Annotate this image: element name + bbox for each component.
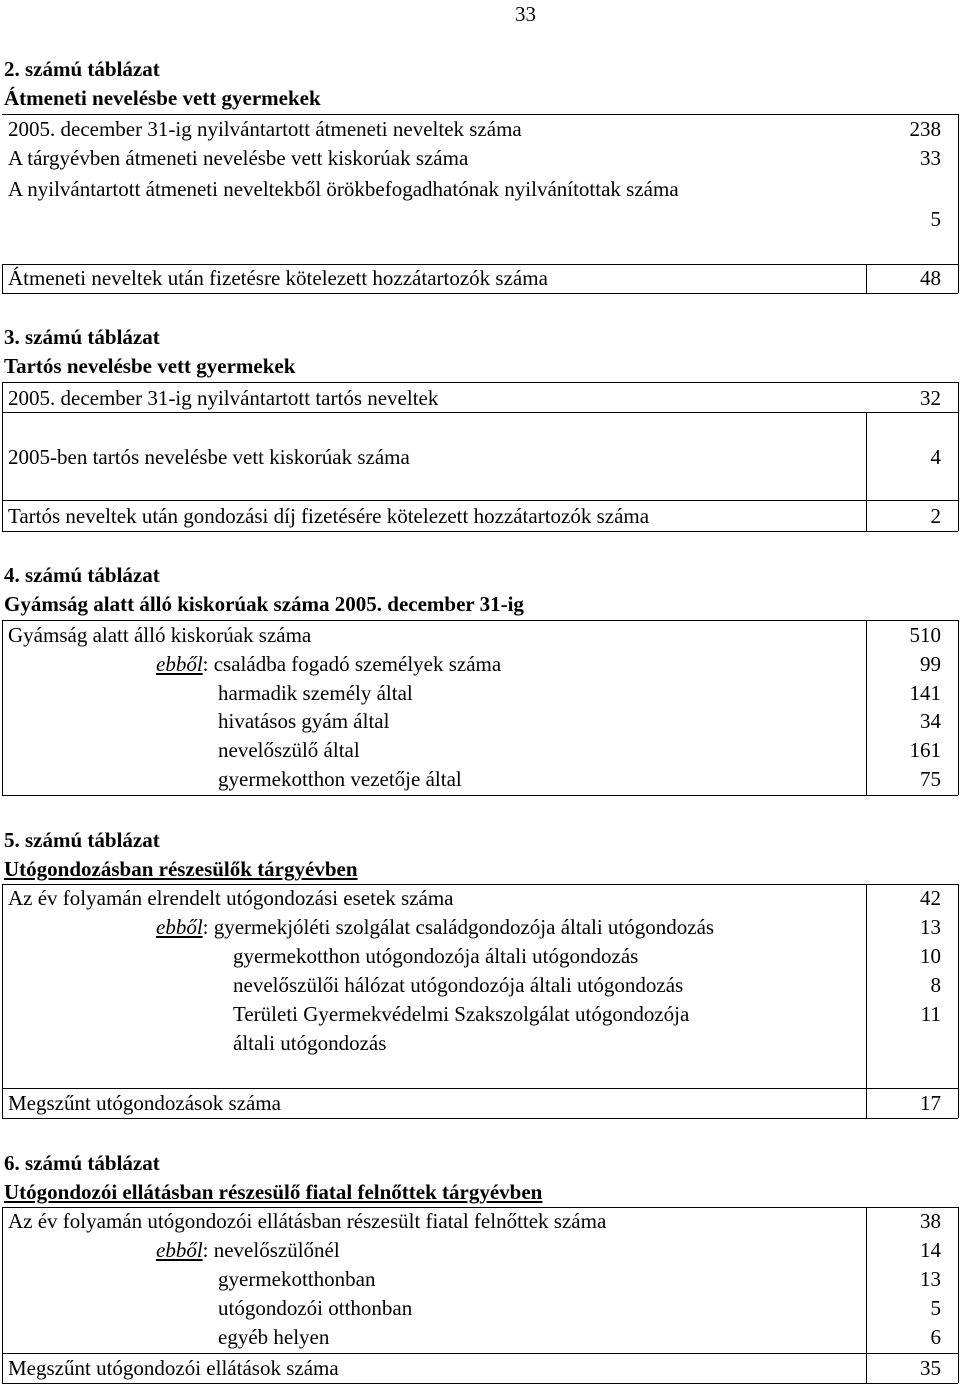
table4-sub-value: 99	[920, 652, 941, 676]
table4-title: Gyámság alatt álló kiskorúak száma 2005. december 31-ig	[4, 592, 524, 616]
table6-sub-value: 6	[930, 1325, 941, 1349]
table5-sub-value: 10	[920, 944, 941, 968]
table6-sub-first-label: : nevelőszülőnél	[202, 1238, 340, 1262]
table3-row-value: 32	[920, 386, 941, 410]
page-number: 33	[515, 2, 536, 26]
table4-sub-label: harmadik személy által	[218, 681, 413, 705]
table4-sub-value: 141	[909, 681, 941, 705]
table4-sub-value: 161	[909, 738, 941, 762]
table6-sub-label: utógondozói otthonban	[218, 1296, 413, 1320]
table6-sub-label: gyermekotthonban	[218, 1267, 376, 1291]
table6-caption: 6. számú táblázat	[4, 1151, 160, 1175]
table2-row-label: A nyilvántartott átmeneti neveltekből örökbefogadhatónak nyilvánítottak száma	[8, 177, 679, 201]
table6-title: Utógondozói ellátásban részesülő fiatal felnőttek tárgyévben	[4, 1180, 543, 1204]
table6-end-label: Megszűnt utógondozói ellátások száma	[8, 1356, 339, 1380]
ebbol-label: ebből	[156, 915, 203, 939]
table2-row-value: 238	[909, 117, 941, 141]
table2-row-value: 5	[930, 207, 941, 231]
table3-row-label: 2005-ben tartós nevelésbe vett kiskorúak száma	[8, 445, 410, 469]
table4-sub-value: 34	[920, 709, 941, 733]
table5-sub-value: 8	[930, 973, 941, 997]
table5-main-label: Az év folyamán elrendelt utógondozási esetek száma	[8, 886, 454, 910]
ebbol-label: ebből	[156, 652, 203, 676]
table2-row-label: 2005. december 31-ig nyilvántartott átmeneti neveltek száma	[8, 117, 522, 141]
table5-sub-first	[156, 913, 714, 942]
table6-end-value: 35	[920, 1356, 941, 1380]
table2-row-value: 33	[920, 146, 941, 170]
table5-sub-label: általi utógondozás	[233, 1031, 387, 1055]
table5-end-label: Megszűnt utógondozások száma	[8, 1091, 281, 1115]
table6-sub-value: 14	[920, 1238, 941, 1262]
table4-sub-label: hivatásos gyám által	[218, 709, 390, 733]
table4-caption: 4. számú táblázat	[4, 563, 160, 587]
table4-sub-first	[156, 650, 501, 679]
table4-sub-value: 75	[920, 767, 941, 791]
ebbol-label: ebből	[156, 1238, 203, 1262]
table5-caption: 5. számú táblázat	[4, 828, 160, 852]
table5-sub-first-label: : gyermekjóléti szolgálat családgondozója általi utógondozás	[202, 915, 715, 939]
table5-sub-value: 11	[920, 1002, 941, 1026]
table6-main-label: Az év folyamán utógondozói ellátásban részesült fiatal felnőttek száma	[8, 1209, 607, 1233]
table2-row-label: A tárgyévben átmeneti nevelésbe vett kiskorúak száma	[8, 146, 469, 170]
table2-title: Átmeneti nevelésbe vett gyermekek	[4, 86, 321, 110]
table5-end-value: 17	[920, 1091, 941, 1115]
table2-row-value: 48	[920, 266, 941, 290]
table5-main-value: 42	[920, 886, 941, 910]
table5-sub-value: 13	[920, 915, 941, 939]
table6-sub-label: egyéb helyen	[218, 1325, 330, 1349]
table4-sub-first-label: : családba fogadó személyek száma	[202, 652, 502, 676]
table3-row-label: 2005. december 31-ig nyilvántartott tartós neveltek	[8, 386, 439, 410]
table4-sub-label: nevelőszülő által	[218, 738, 360, 762]
table5-sub-label: gyermekotthon utógondozója általi utógondozás	[233, 944, 639, 968]
table5-sub-label: nevelőszülői hálózat utógondozója általi utógondozás	[233, 973, 684, 997]
table3-title: Tartós nevelésbe vett gyermekek	[4, 354, 296, 378]
table2-caption: 2. számú táblázat	[4, 57, 160, 81]
table6-sub-value: 13	[920, 1267, 941, 1291]
table3-caption: 3. számú táblázat	[4, 325, 160, 349]
table5-sub-label: Területi Gyermekvédelmi Szakszolgálat utógondozója	[233, 1002, 690, 1026]
table3-row-value: 2	[930, 504, 941, 528]
table5-title: Utógondozásban részesülők tárgyévben	[4, 857, 358, 881]
table6-sub-value: 5	[930, 1296, 941, 1320]
table6-main-value: 38	[920, 1209, 941, 1233]
table2-row-label: Átmeneti neveltek után fizetésre kötelezett hozzátartozók száma	[8, 266, 548, 290]
table6-sub-first	[156, 1236, 340, 1265]
table3-row-label: Tartós neveltek után gondozási díj fizetésére kötelezett hozzátartozók száma	[8, 504, 650, 528]
table4-main-label: Gyámság alatt álló kiskorúak száma	[8, 623, 312, 647]
table4-main-value: 510	[909, 623, 941, 647]
table4-sub-label: gyermekotthon vezetője által	[218, 767, 462, 791]
table3-row-value: 4	[930, 445, 941, 469]
